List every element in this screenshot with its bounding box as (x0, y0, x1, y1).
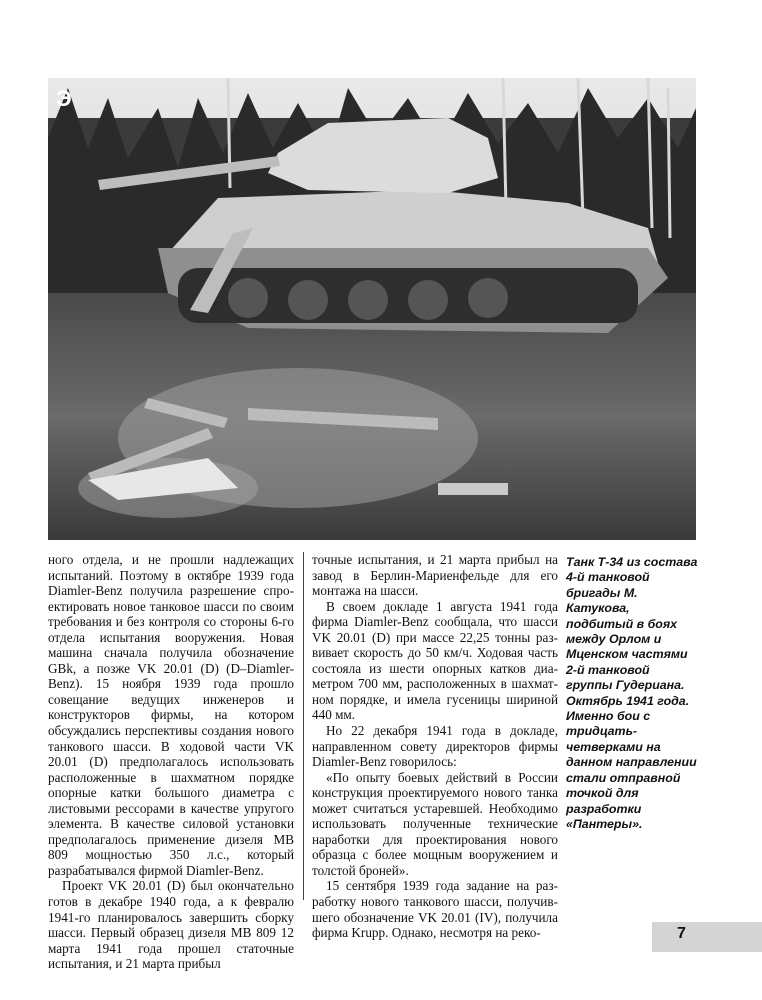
photo-caption: Танк Т-34 из состава 4-й танковой бригады М. Катукова, подбитый в боях между Орлом и Мценском частями 2-й танковой группы Гудериана. Октябрь 1941 года. Именно бои с тридцать-четверками на данном направлении стали отправной точкой для разработки «Пантеры». (566, 555, 698, 831)
page-number: 7 (677, 925, 686, 942)
quote-paragraph: «По опыту боевых действий в России конструкция проектируемого нового танка может считаться устаревшей. Необходимо использовать полученные технические наработки для проектирования нового образца с более мощным вооружением и толстой броней». (312, 769, 558, 878)
page-number-bar (652, 922, 762, 952)
text-column-1 (48, 552, 294, 972)
tank-photo (48, 78, 696, 540)
paragraph: Но 22 декабря 1941 года в докладе, направленном совету директоров фирмы Diamler-Benz говорилось: (312, 723, 558, 770)
text-column-2 (312, 552, 558, 941)
paragraph: 15 сентября 1939 года задание на разработку нового танкового шасси, получившего обозначение VK 20.01 (IV), получила фирма Krupp. Однако, несмотря на реко- (312, 878, 558, 941)
photo-corner-mark: Э (56, 86, 72, 111)
paragraph: ного отдела, и не прошли надлежащих испытаний. Поэтому в октябре 1939 года Diamler-Benz получила разрешение спроектировать новое танковое шасси по своим требования и без контроля со стороны 6-го отдела испытания вооружения. Новая машина сначала получила обозначение GBk, а позже VK 20.01 (D) (D–Diamler-Benz). 15 ноября 1939 года прошло совещание ведущих инженеров и конструкторов фирмы, на котором обсуждались перспективы создания нового танкового шасси. В ходовой части VK 20.01 (D) предполагалось использовать расположенные в шахматном порядке опорные катки большого диаметра с листовыми рессорами в качестве упругого элемента. В качестве силовой установки предполагалось применение дизеля MB 809 мощностью 350 л.с., который разрабатывался фирмой Diamler-Benz. (48, 552, 294, 878)
column-divider (303, 552, 304, 900)
paragraph: Проект VK 20.01 (D) был окончательно готов в декабре 1940 года, а к февралю 1941-го планировалось завершить сборку шасси. Первый образец дизеля MB 809 12 марта 1941 года прошел статочные испытания, и 21 марта прибыл (48, 878, 294, 972)
paragraph: В своем докладе 1 августа 1941 года фирма Diamler-Benz сообщала, что шасси VK 20.01 (D) при массе 22,25 тонны развивает скорость до 50 км/ч. Ходовая часть состояла из шести опорных катков диаметром 700 мм, расположенных в шахматном порядке, и имела гусеницы шириной 440 мм. (312, 598, 558, 723)
paragraph: точные испытания, и 21 марта прибыл на завод в Берлин-Мариенфельде для его монтажа на шасси. (312, 552, 558, 599)
